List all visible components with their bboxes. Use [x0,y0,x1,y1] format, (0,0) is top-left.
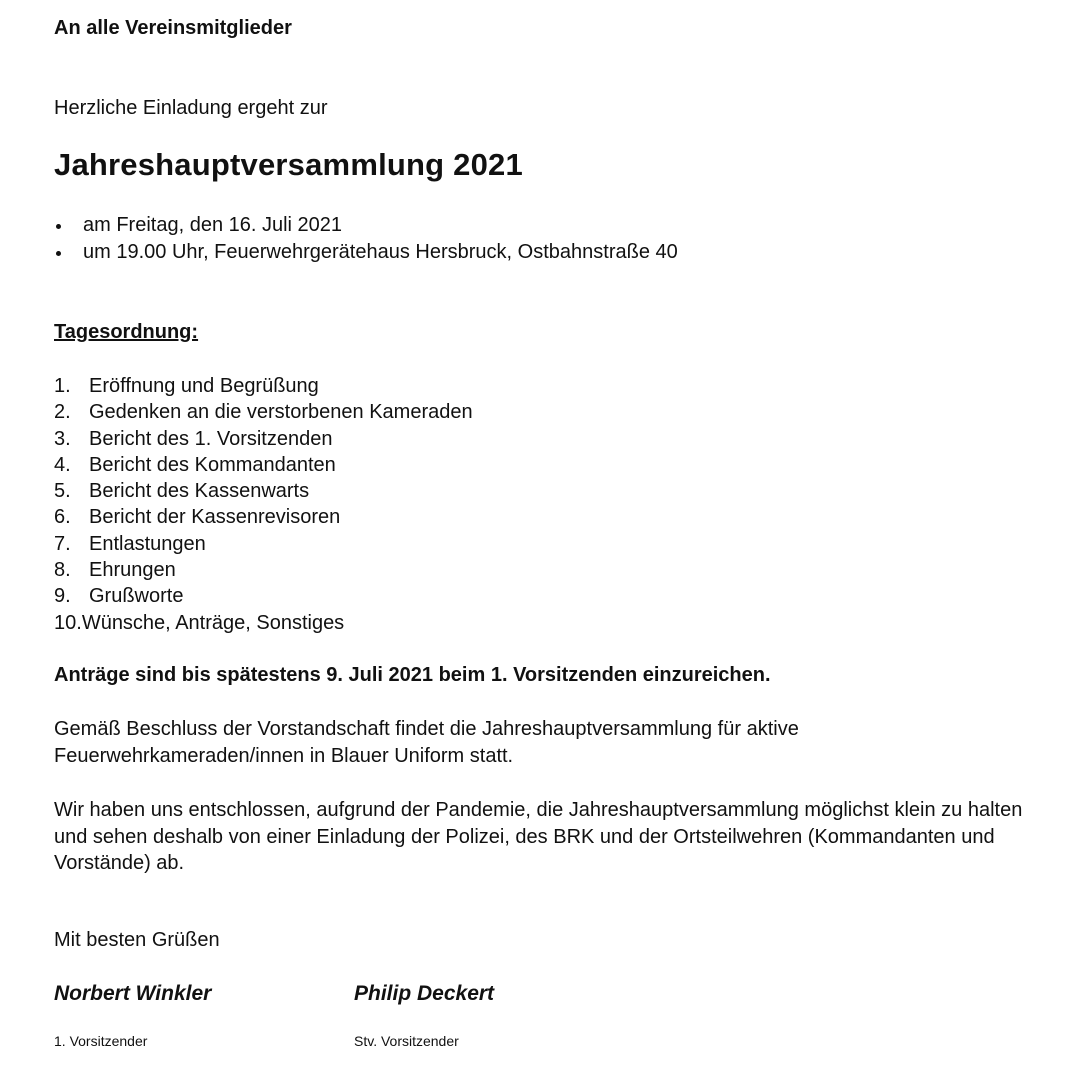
agenda-item-number: 1. [54,375,71,397]
agenda-item-text: Grußworte [89,585,184,608]
agenda-item-number: 3. [54,427,71,450]
agenda-item-text: Bericht des 1. Vorsitzenden [89,427,333,450]
event-detail-text: am Freitag, den 16. Juli 2021 [83,214,343,236]
agenda-item-number: 2. [54,401,71,424]
agenda-item [54,373,473,399]
agenda-item-text: Bericht der Kassenrevisoren [89,506,341,529]
agenda-item-number: 6. [54,506,71,529]
intro-text: Herzliche Einladung ergeht zur [54,97,328,119]
recipient-line: An alle Vereinsmitglieder [54,17,292,39]
agenda-item-text: Entlastungen [89,532,206,555]
agenda-item-number: 7. [54,532,71,555]
agenda-item-number: 4. [54,453,71,476]
agenda-list [54,373,473,636]
deadline-notice: Anträge sind bis spätestens 9. Juli 2021 beim 1. Vorsitzenden einzureichen. [54,664,771,686]
agenda-item [54,478,473,504]
event-detail-date [54,212,678,239]
agenda-item-text: Ehrungen [89,559,176,582]
agenda-item-text: Gedenken an die verstorbenen Kameraden [89,401,473,424]
pandemic-paragraph: Wir haben uns entschlossen, aufgrund der Pandemie, die Jahreshauptversammlung möglichst klein zu halten und sehen deshalb von einer Einladung der Polizei, des BRK und der Ortsteilwehren (Kommandanten und Vorstände) ab. [54,799,1023,874]
event-title: Jahreshauptversammlung 2021 [54,147,523,182]
closing-greeting: Mit besten Grüßen [54,929,220,951]
signatory-name-deputy: Philip Deckert [354,982,495,1005]
event-detail-time-location [54,239,678,266]
agenda-item [54,426,473,452]
agenda-item-number: 9. [54,585,71,608]
signatory-role-deputy: Stv. Vorsitzender [354,1033,459,1049]
signatory-role-chair: 1. Vorsitzender [54,1033,148,1049]
agenda-item-number: 5. [54,480,71,503]
document-page [54,0,1054,1078]
event-detail-text: um 19.00 Uhr, Feuerwehrgerätehaus Hersbruck, Ostbahnstraße 40 [83,241,678,263]
agenda-item [54,504,473,530]
agenda-item-text: Eröffnung und Begrüßung [89,375,319,397]
uniform-paragraph: Gemäß Beschluss der Vorstandschaft findet die Jahreshauptversammlung für aktive Feuerwehrkameraden/innen in Blauer Uniform statt. [54,718,799,767]
agenda-item-text: Bericht des Kommandanten [89,453,336,476]
agenda-item [54,583,473,609]
agenda-item [54,610,473,636]
agenda-item [54,557,473,583]
agenda-item-text: Wünsche, Anträge, Sonstiges [81,611,345,634]
event-details-list [54,212,678,266]
bullet-icon [56,224,61,229]
agenda-item-text: Bericht des Kassenwarts [89,480,310,503]
bullet-icon [56,251,61,256]
agenda-item [54,531,473,557]
agenda-item [54,452,473,478]
agenda-heading: Tagesordnung: [54,321,199,343]
agenda-item-number: 8. [54,559,71,582]
agenda-item-number: 10. [54,611,82,634]
agenda-item [54,399,473,425]
signatory-name-chair: Norbert Winkler [54,982,212,1005]
